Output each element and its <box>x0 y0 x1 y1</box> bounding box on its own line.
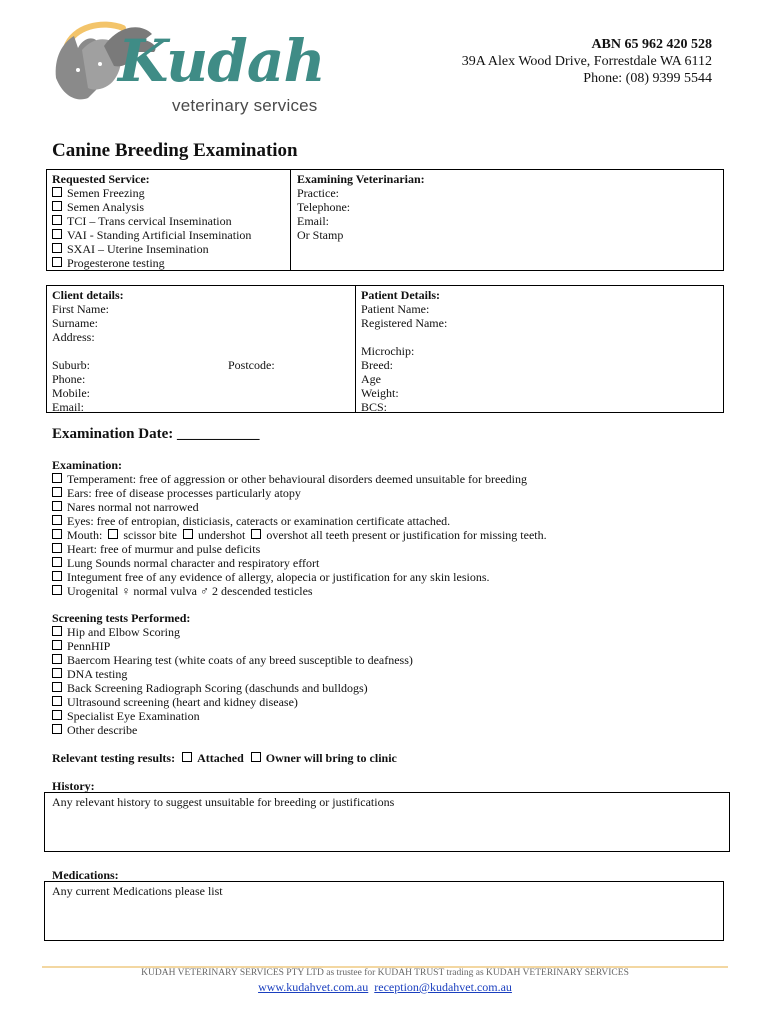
attached-checkbox[interactable] <box>182 752 192 762</box>
checkbox[interactable] <box>52 201 62 211</box>
checkbox[interactable] <box>52 654 62 664</box>
client-address-field[interactable]: Address: <box>52 330 95 344</box>
client-surname-field[interactable]: Surname: <box>52 316 98 330</box>
age-field[interactable]: Age <box>361 372 381 386</box>
checkbox[interactable] <box>52 529 62 539</box>
checkbox[interactable] <box>52 668 62 678</box>
microchip-field[interactable]: Microchip: <box>361 344 415 358</box>
exam-eyes[interactable]: Eyes: free of entropian, disticiasis, cateracts or examination certificate attached. <box>52 514 450 528</box>
exam-ears[interactable]: Ears: free of disease processes particularly atopy <box>52 486 301 500</box>
client-details-heading: Client details: <box>52 288 124 302</box>
checkbox[interactable] <box>52 724 62 734</box>
footer-links <box>0 980 770 995</box>
undershot-checkbox[interactable] <box>183 529 193 539</box>
vet-practice-field[interactable]: Practice: <box>297 186 339 200</box>
checkbox[interactable] <box>52 215 62 225</box>
history-heading: History: <box>52 779 95 793</box>
examination-date-field[interactable]: Examination Date: ___________ <box>52 426 260 442</box>
screen-back-radiograph[interactable]: Back Screening Radiograph Scoring (daschunds and bulldogs) <box>52 681 368 695</box>
weight-field[interactable]: Weight: <box>361 386 399 400</box>
checkbox[interactable] <box>52 640 62 650</box>
box-divider <box>355 286 356 412</box>
requested-service-heading: Requested Service: <box>52 172 150 186</box>
checkbox[interactable] <box>52 515 62 525</box>
screen-hip-elbow[interactable]: Hip and Elbow Scoring <box>52 625 180 639</box>
screening-heading: Screening tests Performed: <box>52 611 191 625</box>
checkbox[interactable] <box>52 229 62 239</box>
service-tci[interactable]: TCI – Trans cervical Insemination <box>52 214 232 228</box>
examination-heading: Examination: <box>52 458 123 472</box>
client-first-name-field[interactable]: First Name: <box>52 302 109 316</box>
checkbox[interactable] <box>52 696 62 706</box>
medications-textarea[interactable] <box>44 881 724 941</box>
checkbox[interactable] <box>52 585 62 595</box>
history-textarea[interactable] <box>44 792 730 852</box>
service-sxai[interactable]: SXAI – Uterine Insemination <box>52 242 209 256</box>
checkbox[interactable] <box>52 187 62 197</box>
clinic-phone: Phone: (08) 9399 5544 <box>583 71 712 86</box>
service-vet-box <box>46 169 724 271</box>
screen-dna[interactable]: DNA testing <box>52 667 127 681</box>
logo-wordmark: Kudah <box>118 27 325 95</box>
screen-eye-exam[interactable]: Specialist Eye Examination <box>52 709 200 723</box>
client-suburb-field[interactable]: Suburb: <box>52 358 91 372</box>
checkbox[interactable] <box>52 473 62 483</box>
overshot-checkbox[interactable] <box>251 529 261 539</box>
screen-other[interactable]: Other describe <box>52 723 137 737</box>
screen-pennhip[interactable]: PennHIP <box>52 639 110 653</box>
patient-name-field[interactable]: Patient Name: <box>361 302 430 316</box>
vet-email-field[interactable]: Email: <box>297 214 329 228</box>
exam-integument[interactable]: Integument free of any evidence of allergy, alopecia or justification for any skin lesions. <box>52 570 490 584</box>
client-phone-field[interactable]: Phone: <box>52 372 86 386</box>
client-postcode-field[interactable]: Postcode: <box>228 358 275 372</box>
checkbox[interactable] <box>52 682 62 692</box>
client-mobile-field[interactable]: Mobile: <box>52 386 90 400</box>
clinic-address: 39A Alex Wood Drive, Forrestdale WA 6112 <box>461 54 712 69</box>
client-email-field[interactable]: Email: <box>52 400 84 414</box>
screen-ultrasound[interactable]: Ultrasound screening (heart and kidney disease) <box>52 695 298 709</box>
service-semen-freezing[interactable]: Semen Freezing <box>52 186 145 200</box>
examining-vet-heading: Examining Veterinarian: <box>297 172 425 186</box>
relevant-testing-results: Relevant testing results: Attached Owner will bring to clinic <box>52 751 397 765</box>
patient-details-heading: Patient Details: <box>361 288 440 302</box>
checkbox[interactable] <box>52 243 62 253</box>
screen-baercom[interactable]: Baercom Hearing test (white coats of any breed susceptible to deafness) <box>52 653 413 667</box>
bcs-field[interactable]: BCS: <box>361 400 388 414</box>
client-patient-box <box>46 285 724 413</box>
email-link[interactable]: reception@kudahvet.com.au <box>374 980 512 994</box>
history-placeholder: Any relevant history to suggest unsuitable for breeding or justifications <box>52 795 395 809</box>
abn-number: ABN 65 962 420 528 <box>591 37 712 52</box>
checkbox[interactable] <box>52 710 62 720</box>
checkbox[interactable] <box>52 543 62 553</box>
checkbox[interactable] <box>52 557 62 567</box>
logo-subtitle: veterinary services <box>172 96 318 115</box>
checkbox[interactable] <box>52 571 62 581</box>
checkbox[interactable] <box>52 501 62 511</box>
service-progesterone[interactable]: Progesterone testing <box>52 256 165 270</box>
vet-stamp-field[interactable]: Or Stamp <box>297 228 344 242</box>
website-link[interactable]: www.kudahvet.com.au <box>258 980 369 994</box>
service-vai[interactable]: VAI - Standing Artificial Insemination <box>52 228 251 242</box>
medications-placeholder: Any current Medications please list <box>52 884 223 898</box>
scissor-bite-checkbox[interactable] <box>108 529 118 539</box>
checkbox[interactable] <box>52 487 62 497</box>
breed-field[interactable]: Breed: <box>361 358 393 372</box>
checkbox[interactable] <box>52 257 62 267</box>
page-title: Canine Breeding Examination <box>52 140 298 161</box>
exam-mouth[interactable]: Mouth: scissor bite undershot overshot all teeth present or justification for missing teeth. <box>52 528 547 542</box>
exam-temperament[interactable]: Temperament: free of aggression or other behavioural disorders deemed unsuitable for breeding <box>52 472 527 486</box>
exam-lungs[interactable]: Lung Sounds normal character and respiratory effort <box>52 556 319 570</box>
registered-name-field[interactable]: Registered Name: <box>361 316 448 330</box>
box-divider <box>290 170 291 270</box>
medications-heading: Medications: <box>52 868 119 882</box>
service-semen-analysis[interactable]: Semen Analysis <box>52 200 144 214</box>
owner-bring-checkbox[interactable] <box>251 752 261 762</box>
exam-urogenital[interactable]: Urogenital ♀ normal vulva ♂ 2 descended testicles <box>52 584 313 598</box>
exam-heart[interactable]: Heart: free of murmur and pulse deficits <box>52 542 260 556</box>
exam-nares[interactable]: Nares normal not narrowed <box>52 500 199 514</box>
checkbox[interactable] <box>52 626 62 636</box>
vet-telephone-field[interactable]: Telephone: <box>297 200 351 214</box>
footer-legal-text: KUDAH VETERINARY SERVICES PTY LTD as trustee for KUDAH TRUST trading as KUDAH VETERINARY SERVICES <box>141 968 629 978</box>
